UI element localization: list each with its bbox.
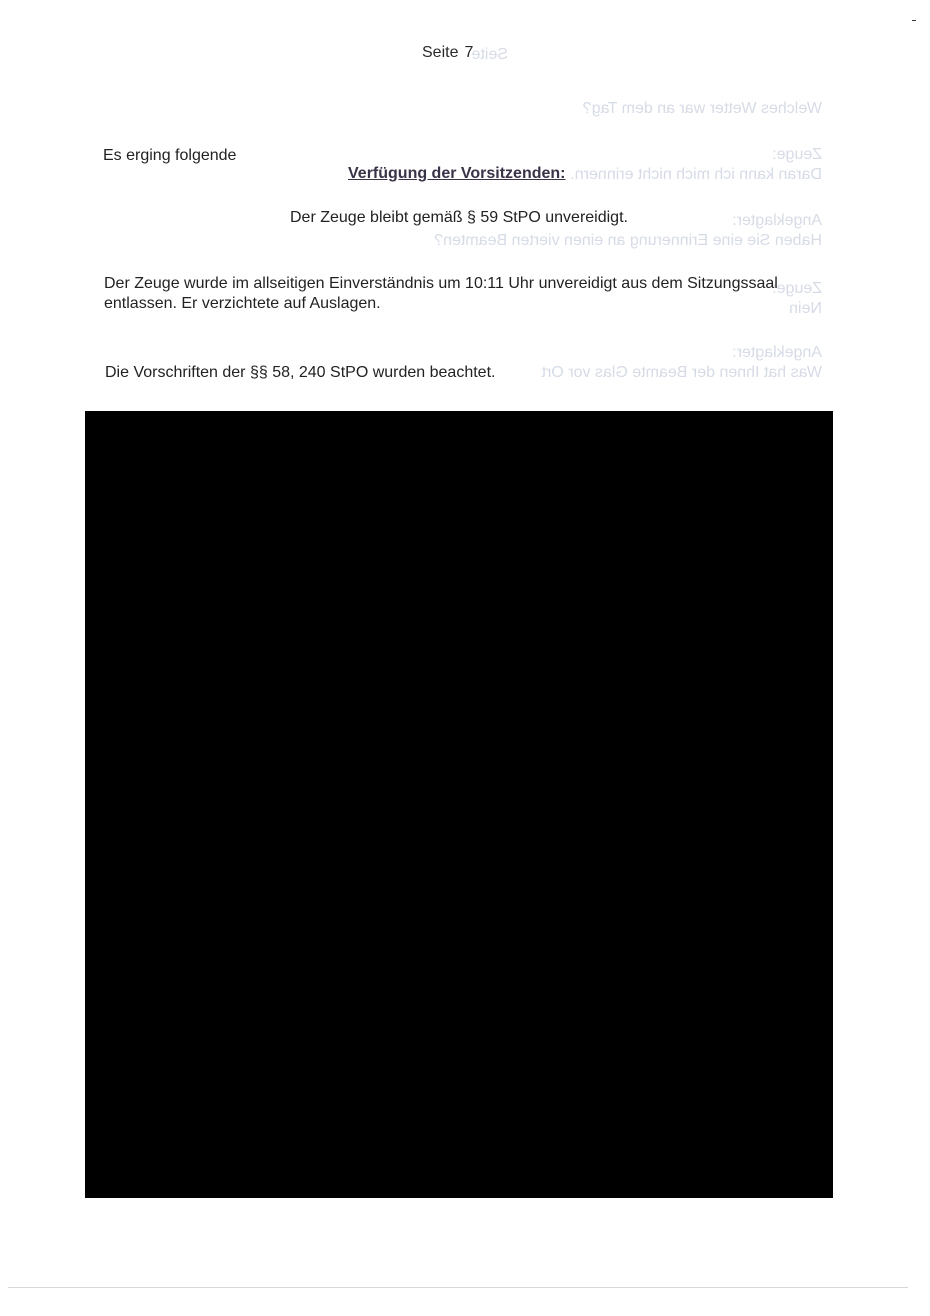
show-through-text: Welches Wetter war an dem Tag? <box>582 100 822 117</box>
order-title: Verfügung der Vorsitzenden: <box>348 165 566 182</box>
show-through-text: Daran kann ich mich nicht erinnern. <box>570 166 822 183</box>
page-number-value: 7 <box>464 44 474 61</box>
paragraph-regulations: Die Vorschriften der §§ 58, 240 StPO wurden beachtet. <box>105 364 496 381</box>
paragraph-oath: Der Zeuge bleibt gemäß § 59 StPO unvereidigt. <box>290 209 628 226</box>
show-through-text: Zeuge: <box>772 146 822 163</box>
redaction-block <box>85 411 833 1198</box>
show-through-text: Zeuge: <box>772 280 822 297</box>
bottom-edge-line <box>8 1287 908 1288</box>
show-through-text: Seite <box>471 46 508 63</box>
page-number-label: Seite <box>422 44 459 61</box>
show-through-text: Haben Sie eine Erinnerung an einen vierten Beamten? <box>434 232 822 249</box>
paragraph-dismissal: Der Zeuge wurde im allseitigen Einverständnis um 10:11 Uhr unvereidigt aus dem Sitzungssaal entlassen. Er verzichtete auf Auslagen. <box>104 275 778 312</box>
page-number <box>422 44 473 62</box>
show-through-text: Angeklagter: <box>732 344 822 361</box>
show-through-text: Was hat Ihnen der Beamte Glas vor Ort <box>541 364 822 381</box>
intro-text: Es erging folgende <box>103 147 237 164</box>
show-through-text: Angeklagter: <box>732 212 822 229</box>
show-through-text: Nein <box>789 300 822 317</box>
corner-scan-mark <box>912 20 916 21</box>
